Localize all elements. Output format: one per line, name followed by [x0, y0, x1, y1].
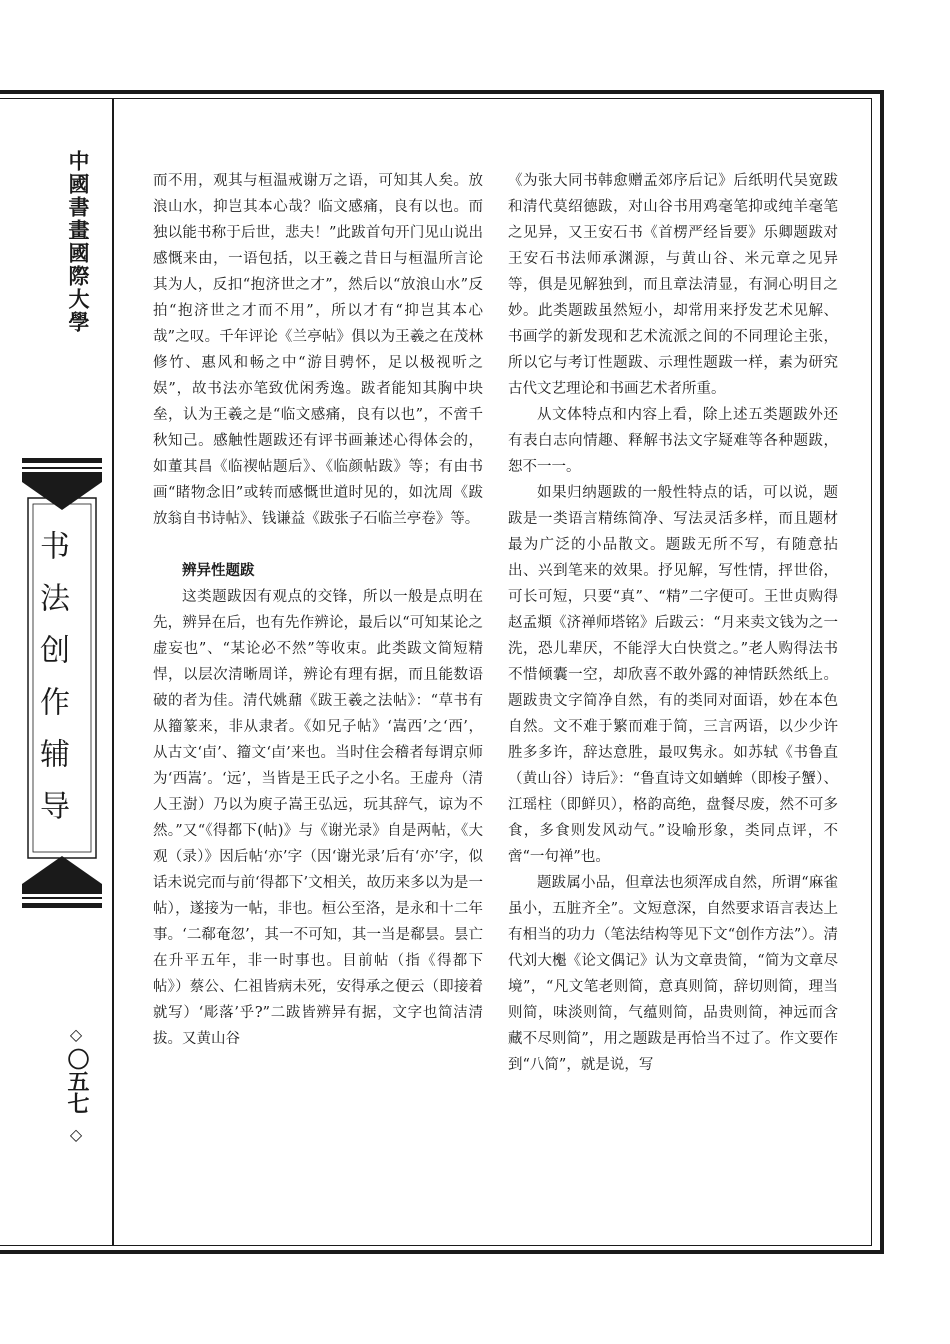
paragraph: 而不用，观其与桓温戒谢万之语，可知其人矣。放浪山水，抑岂其本心哉？临文感痛，良有以也。而独以能书称于后世，悲夫！”此跋首句开门见山说出感慨来由，一语包括，以王羲之昔日与桓温所言论其为人，反扣“抱济世之才”，然后以“放浪山水”反拍“抱济世之才而不用”，所以才有“抑岂其本心哉”之叹。千年评论《兰亭帖》俱以为王羲之在茂林修竹、惠风和畅之中“游目骋怀，足以极视听之娱”，故书法亦笔致优闲秀逸。跋者能知其胸中块垒，认为王羲之是“临文感痛，良有以也”，不啻千秋知己。感触性题跋还有评书画兼述心得体会的，如董其昌《临禊帖题后》、《临颜帖跋》等；有由书画“睹物念旧”或转而感慨世道时见的，如沈周《跋放翁自书诗帖》、钱谦益《跋张子石临兰亭卷》等。 [153, 173, 483, 527]
paragraph: 从文体特点和内容上看，除上述五类题跋外还有表白志向情趣、释解书法文字疑难等各种题跋，恕不一一。 [508, 407, 838, 475]
page-number: 〇五七 [64, 1048, 89, 1114]
text-column-left [153, 168, 483, 1052]
subheading: 辨异性题跋 [182, 563, 255, 579]
paragraph: 题跋属小品，但章法也须浑成自然，所谓“麻雀虽小，五脏齐全”。文短意深，自然要求语言表达上有相当的功力（笔法结构等见下文“创作方法”）。清代刘大櫆《论文偶记》认为文章贵简，“简为文章尽境”，“凡文笔老则简，意真则简，辞切则简，理当则简，味淡则简，气蕴则简，品贵则简，神远而含藏不尽则简”，用之题跋是再恰当不过了。作文要作到“八简”，就是说，写 [508, 875, 838, 1073]
sidebar-divider [112, 98, 114, 1246]
page-number-block [58, 1022, 94, 1148]
paragraph: 这类题跋因有观点的交锋，所以一般是点明在先，辨异在后，也有先作辨论，最后以“可知某论之虚妄也”、“某论必不然”等收束。此类跋文简短精悍，以层次清晰周详，辨论有理有据，而且能数语破的者为佳。清代姚鼐《跋王羲之法帖》：“草书有从籀篆来，非从隶者。《如兄子帖》‘嵩西’之‘西’，从古文‘卣’、籀文‘卣’来也。当时住会稽者每谓京师为‘西嵩’。‘远’，当皆是王氏子之小名。王虚舟（清人王澍）乃以为庾子嵩王弘远，玩其辞气，谅为不然。”又“《得都下(帖)》与《谢光录》自是两帖，《大观（录）》因后帖‘亦’字（因‘谢光录’后有‘亦’字，似话未说完而与前‘得都下’文相关，故历来多以为是一帖），遂接为一帖，非也。桓公至洛，是永和十二年事。‘二郗奄忽’，其一不可知，其一当是郗昙。昙亡在升平五年，非一时事也。目前帖（指《得都下帖》）蔡公、仁祖皆病未死，安得承之便云（即接着就写）‘彫落’乎?”二跋皆辨异有据，文字也简洁清拔。又黄山谷 [153, 589, 483, 1047]
paragraph: 《为张大同书韩愈赠孟郊序后记》后纸明代吴宽跋和清代莫绍德跋，对山谷书用鸡毫笔抑或纯羊毫笔之见异，又王安石书《首楞严经旨要》乐卿题跋对王安石书法师承渊源，与黄山谷、米元章之见异等，俱是见解独到，而且章法清显，有洞心明目之妙。此类题跋虽然短小，却常用来抒发艺术见解、书画学的新发现和艺术流派之间的不同理论主张，所以它与考订性题跋、示理性题跋一样，素为研究古代文艺理论和书画艺术者所重。 [508, 173, 838, 397]
diamond-ornament-bottom: ◇ [69, 1125, 83, 1144]
section-title: 书法创作辅导 [34, 530, 69, 842]
diamond-ornament-top: ◇ [69, 1025, 83, 1044]
text-column-right [508, 168, 838, 1078]
university-name: 中國書畫國際大學 [66, 150, 90, 334]
paragraph: 如果归纳题跋的一般性特点的话，可以说，题跋是一类语言精练简净、写法灵活多样，而且题材最为广泛的小品散文。题跋无所不写，有随意拈出、兴到笔来的效果。抒见解，写性情，抨世俗，可长可短，只要“真”、“精”二字便可。王世贞购得赵孟頫《济禅师塔铭》后跋云：“月来卖文钱为之一洗，恐儿辈厌，不能浮大白快赏之。”老人购得法书不惜倾囊一空，却欣喜不敢外露的神情跃然纸上。题跋贵文字简净自然，有的类同对面语，妙在本色自然。文不难于繁而难于简，三言两语，以少少许胜多多许，辞达意胜，最叹隽永。如苏轼《书鲁直（黄山谷）诗后》：“鲁直诗文如蝤蛑（即梭子蟹）、江瑶柱（即鲜贝），格韵高绝，盘餐尽废，然不可多食，多食则发风动气。”设喻形象，类同点评，不啻“一句禅”也。 [508, 485, 838, 865]
